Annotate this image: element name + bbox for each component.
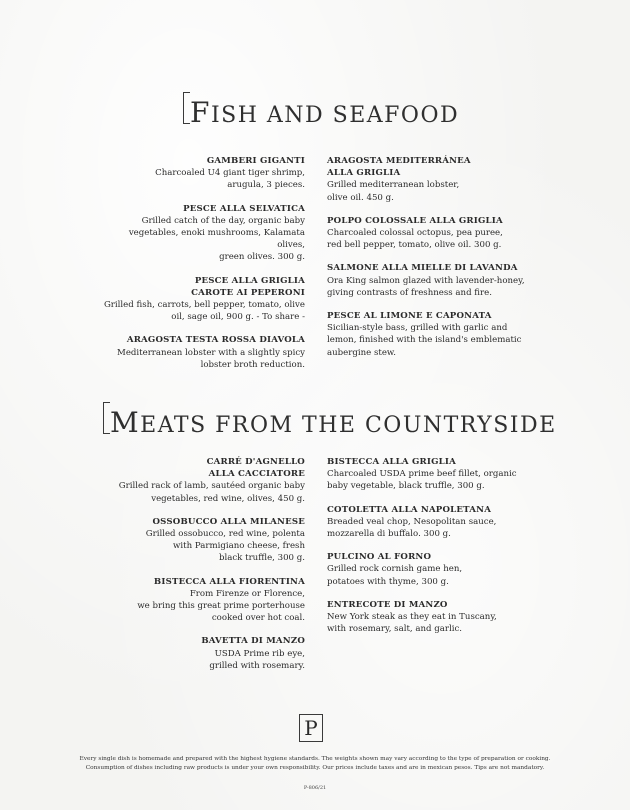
menu-item-description: Charcoaled colossal octopus, pea puree, red bell pepper, tomato, olive oil. 300 g. xyxy=(327,228,503,251)
menu-item xyxy=(100,334,305,371)
menu-item xyxy=(327,599,537,636)
menu-item-description: Mediterranean lobster with a slightly spicy lobster broth reduction. xyxy=(117,347,305,370)
menu-item xyxy=(100,275,305,324)
menu-item xyxy=(100,203,305,264)
menu-item-description: Grilled catch of the day, organic baby vegetables, enoki mushrooms, Kalamata olives, green olives. 300 g. xyxy=(128,215,305,263)
menu-item-description: USDA Prime rib eye, grilled with rosemary. xyxy=(209,648,305,671)
menu-item-name: PULCINO AL FORNO xyxy=(327,552,432,563)
menu-item-name: GAMBERI GIGANTI xyxy=(206,156,305,166)
footer-disclaimer-line-2: Consumption of dishes including raw products is under your own responsibility. Our prices include taxes and are in mexican pesos. Tips are not mandatory. xyxy=(85,765,545,771)
menu-item-description: Charcoaled U4 giant tiger shrimp, arugula, 3 pieces. xyxy=(155,168,305,191)
menu-item xyxy=(327,155,537,204)
menu-item-description: Grilled fish, carrots, bell pepper, tomato, olive oil, sage oil, 900 g. - To share - xyxy=(103,300,305,323)
menu-item-name: ARAGOSTA TESTA ROSSA DIAVOLA xyxy=(126,335,305,346)
fish-left-column xyxy=(100,155,305,382)
menu-item xyxy=(100,155,305,192)
menu-item-description: Grilled mediterranean lobster, olive oil. 450 g. xyxy=(327,180,460,203)
menu-item-description: Grilled rock cornish game hen, potatoes with thyme, 300 g. xyxy=(327,564,463,587)
menu-item-name: PESCE ALLA SELVATICA xyxy=(183,203,305,214)
meats-left-column xyxy=(100,456,305,683)
menu-item-description: Charcoaled USDA prime beef fillet, organic baby vegetable, black truffle, 300 g. xyxy=(327,469,517,492)
menu-item-description: From Firenze or Florence, we bring this great prime porterhouse cooked over hot coal. xyxy=(137,588,305,624)
menu-item-description: New York steak as they eat in Tuscany, with rosemary, salt, and garlic. xyxy=(327,612,497,635)
page-code: P-806/21 xyxy=(303,785,327,791)
menu-item-description: Grilled ossobucco, red wine, polenta with Parmigiano cheese, fresh black truffle, 300 g. xyxy=(145,529,305,564)
menu-item xyxy=(100,516,305,565)
title-bracket-decoration: M xyxy=(106,406,140,439)
menu-item-name: ARAGOSTA MEDITERRÁNEA ALLA GRIGLIA xyxy=(327,156,471,179)
meats-right-column xyxy=(327,456,537,646)
menu-item-name: CARRÉ D'AGNELLO ALLA CACCIATORE xyxy=(206,457,305,480)
menu-item-name: COTOLETTA ALLA NAPOLETANA xyxy=(327,504,492,515)
menu-item-name: SALMONE ALLA MIELLE DI LAVANDA xyxy=(327,263,518,274)
menu-item-name: POLPO COLOSSALE ALLA GRIGLIA xyxy=(327,215,503,226)
fish-right-column xyxy=(327,155,537,370)
menu-item-name: BISTECCA ALLA GRIGLIA xyxy=(327,457,456,467)
footer-disclaimer-line-1: Every single dish is homemade and prepared with the highest hygiene standards. The weights shown may vary according to the type of preparation or cooking. xyxy=(79,756,551,762)
menu-item xyxy=(100,456,305,505)
menu-item-description: Ora King salmon glazed with lavender-honey, giving contrasts of freshness and fire. xyxy=(327,275,525,298)
menu-item-name: OSSOBUCCO ALLA MILANESE xyxy=(152,516,305,527)
menu-item-name: PESCE ALLA GRIGLIA CAROTE AI PEPERONI xyxy=(191,275,305,298)
menu-item-description: Breaded veal chop, Nesopolitan sauce, mozzarella di buffalo. 300 g. xyxy=(327,516,497,540)
menu-item-name: BAVETTA DI MANZO xyxy=(201,636,305,647)
menu-item xyxy=(327,215,537,252)
menu-item-name: BISTECCA ALLA FIORENTINA xyxy=(153,576,305,587)
title-bracket-decoration: F xyxy=(186,96,211,129)
menu-item-description: Sicilian-style bass, grilled with garlic and lemon, finished with the island's emblematic aubergine stew. xyxy=(327,323,522,358)
menu-item xyxy=(100,576,305,625)
menu-item xyxy=(100,635,305,672)
menu-item xyxy=(327,551,537,588)
section-title-fish: FISH AND SEAFOOD xyxy=(186,96,459,129)
restaurant-logo: P xyxy=(299,714,323,742)
menu-item xyxy=(327,310,537,359)
section-title-meats: MEATS FROM THE COUNTRYSIDE xyxy=(106,406,557,439)
menu-item-name: ENTRECOTE DI MANZO xyxy=(327,599,448,610)
menu-item xyxy=(327,504,537,541)
menu-item-description: Grilled rack of lamb, sautéed organic baby vegetables, red wine, olives, 450 g. xyxy=(118,481,305,504)
menu-item xyxy=(327,456,537,493)
menu-item-name: PESCE AL LIMONE E CAPONATA xyxy=(327,311,492,322)
menu-item xyxy=(327,262,537,299)
